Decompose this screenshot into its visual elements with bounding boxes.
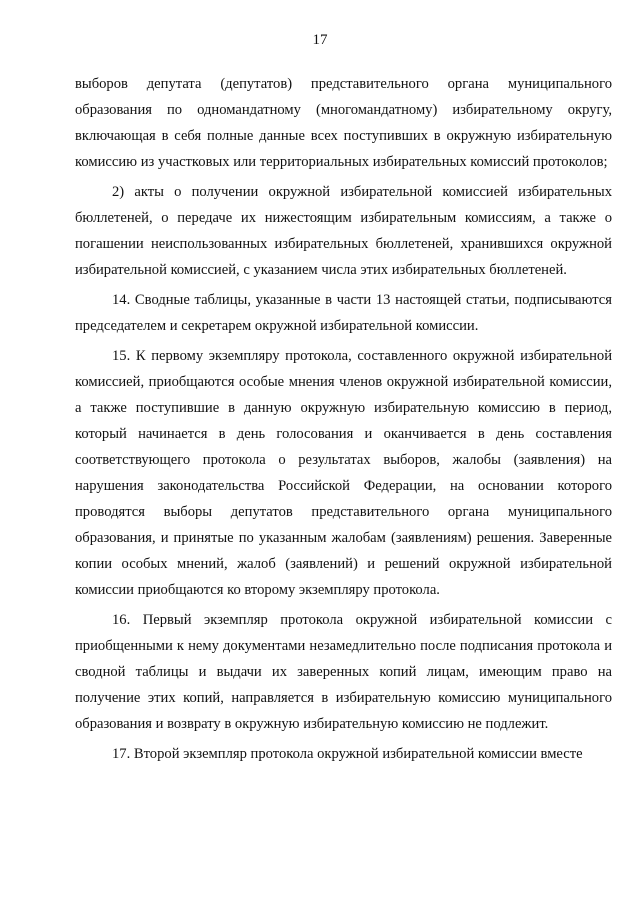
paragraph-17: 17. Второй экземпляр протокола окружной избирательной комиссии вместе	[112, 746, 583, 762]
document-body	[75, 71, 612, 767]
page-number: 17	[312, 32, 328, 48]
paragraph-continuation: выборов депутата (депутатов) представительного органа муниципального образования по одномандатному (многомандатному) избирательному округу, включающая в себя полные данные всех поступивших в окружную избирательную комиссию из участковых или территориальных избирательных комиссий протоколов;	[75, 76, 612, 170]
paragraph-16: 16. Первый экземпляр протокола окружной избирательной комиссии с приобщенными к нему документами незамедлительно после подписания протокола и сводной таблицы и выдачи их заверенных копий лицам, имеющим право на получение этих копий, направляется в избирательную комиссию муниципального образования и возврату в окружную избирательную комиссию не подлежит.	[75, 612, 612, 732]
paragraph-14: 14. Сводные таблицы, указанные в части 13 настоящей статьи, подписываются председателем и секретарем окружной избирательной комиссии.	[75, 292, 612, 334]
paragraph-15: 15. К первому экземпляру протокола, составленного окружной избирательной комиссией, приобщаются особые мнения членов окружной избирательной комиссии, а также поступившие в данную окружную избирательную комиссию в период, который начинается в день голосования и оканчивается в день составления соответствующего протокола о результатах выборов, жалобы (заявления) на нарушения законодательства Российской Федерации, на основании которого проводятся выборы депутатов представительного органа муниципального образования, и принятые по указанным жалобам (заявлениям) решения. Заверенные копии особых мнений, жалоб (заявлений) и решений окружной избирательной комиссии приобщаются ко второму экземпляру протокола.	[75, 348, 612, 598]
paragraph-item-2: 2) акты о получении окружной избирательной комиссией избирательных бюллетеней, о передаче их нижестоящим избирательным комиссиям, а также о погашении неиспользованных избирательных бюллетеней, хранившихся окружной избирательной комиссией, с указанием числа этих избирательных бюллетеней.	[75, 184, 612, 278]
